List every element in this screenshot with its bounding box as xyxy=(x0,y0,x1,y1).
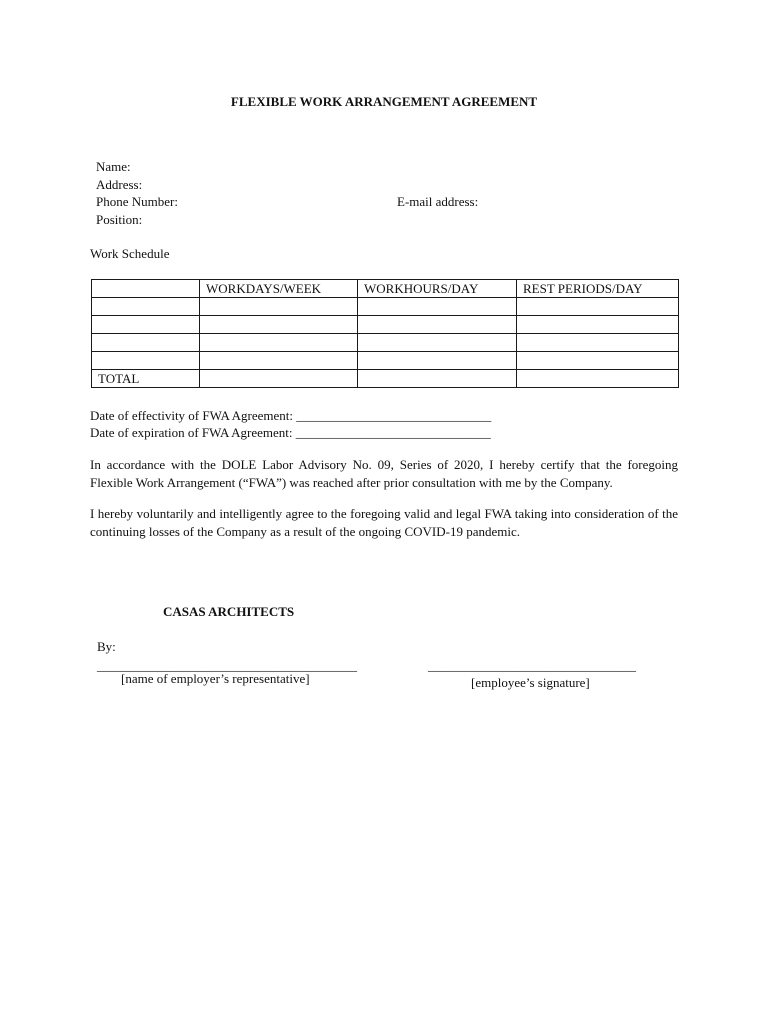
table-cell xyxy=(200,298,358,316)
table-cell xyxy=(517,316,679,334)
table-cell xyxy=(358,370,517,388)
by-label: By: xyxy=(97,639,116,654)
address-field-label: Address: xyxy=(96,176,143,192)
table-total-row xyxy=(92,370,679,388)
table-header-cell: WORKDAYS/WEEK xyxy=(200,280,358,298)
effectivity-date-line: Date of effectivity of FWA Agreement: ______________________________ xyxy=(90,408,492,423)
employee-signature-caption: [employee’s signature] xyxy=(471,675,590,690)
table-header-cell: REST PERIODS/DAY xyxy=(517,280,679,298)
certification-paragraph: In accordance with the DOLE Labor Advisory No. 09, Series of 2020, I hereby certify that the foregoing Flexible Work Arrangement (“FWA”) was reached after prior consultation with me by the Company. xyxy=(90,457,678,490)
phone-field-label: Phone Number: xyxy=(96,194,178,209)
table-header-row xyxy=(92,280,679,298)
table-row xyxy=(92,352,679,370)
employer-signature-line: ________________________________________ xyxy=(97,658,357,673)
company-name: CASAS ARCHITECTS xyxy=(163,604,295,619)
table-cell xyxy=(358,316,517,334)
table-row xyxy=(92,316,679,334)
employer-representative-caption: [name of employer’s representative] xyxy=(121,671,310,686)
table-cell xyxy=(200,352,358,370)
table-header-cell: WORKHOURS/DAY xyxy=(358,280,517,298)
table-row xyxy=(92,334,679,352)
name-field-label: Name: xyxy=(96,159,131,174)
table-cell xyxy=(358,352,517,370)
table-cell xyxy=(358,298,517,316)
table-cell xyxy=(517,298,679,316)
document-title: FLEXIBLE WORK ARRANGEMENT AGREEMENT xyxy=(230,94,538,109)
expiration-date-line: Date of expiration of FWA Agreement: ______________________________ xyxy=(90,425,491,440)
work-schedule-label: Work Schedule xyxy=(90,246,170,261)
table-cell xyxy=(92,316,200,334)
personal-info-fields xyxy=(96,158,178,228)
table-cell xyxy=(200,334,358,352)
table-cell xyxy=(358,334,517,352)
table-header-cell xyxy=(92,280,200,298)
table-cell xyxy=(200,316,358,334)
table-cell xyxy=(517,370,679,388)
email-field-label: E-mail address: xyxy=(397,194,479,209)
work-schedule-table xyxy=(91,279,679,388)
table-cell xyxy=(200,370,358,388)
table-cell xyxy=(92,334,200,352)
agreement-paragraph: I hereby voluntarily and intelligently agree to the foregoing valid and legal FWA taking into consideration of the continuing losses of the Company as a result of the ongoing COVID-19 pandemic. xyxy=(90,506,678,539)
table-cell xyxy=(517,334,679,352)
table-cell: TOTAL xyxy=(92,370,200,388)
table-cell xyxy=(92,298,200,316)
table-cell xyxy=(92,352,200,370)
table-row xyxy=(92,298,679,316)
position-field-label: Position: xyxy=(96,211,143,227)
agreement-dates xyxy=(90,407,491,441)
table-cell xyxy=(517,352,679,370)
employee-signature-line: ________________________________ xyxy=(428,658,636,673)
